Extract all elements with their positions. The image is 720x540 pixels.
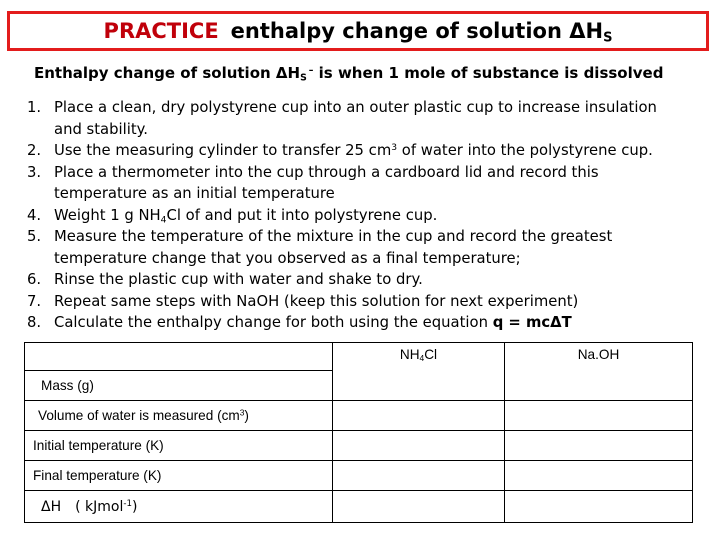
- table-header-row: [25, 343, 693, 371]
- step-number: 4.: [27, 206, 42, 224]
- row-label-unit-superscript: -1: [123, 498, 133, 509]
- column-header-naoh: Na.OH: [505, 343, 693, 401]
- row-label-volume: [25, 401, 333, 431]
- step-text: [54, 140, 716, 162]
- title-text: [230, 19, 613, 46]
- step-text: Place a thermometer into the cup through a cardboard lid and record this: [54, 163, 599, 181]
- table-row: [25, 431, 693, 461]
- step-text: Repeat same steps with NaOH (keep this solution for next experiment): [54, 292, 579, 310]
- table-cell-input[interactable]: [505, 431, 693, 461]
- step-item: [27, 205, 716, 227]
- table-cell-input[interactable]: [333, 431, 505, 461]
- step-text: [54, 205, 716, 227]
- table-cell-input[interactable]: [505, 491, 693, 523]
- row-label-superscript: 3: [239, 407, 245, 418]
- title-banner: [7, 11, 709, 51]
- table-row: [25, 491, 693, 523]
- procedure-steps: [0, 97, 716, 334]
- row-label-initial-temperature: Initial temperature (K): [25, 431, 333, 461]
- step-text-part: Cl of and put it into polystyrene cup.: [166, 206, 438, 224]
- title-practice-label: PRACTICE: [103, 19, 219, 43]
- definition-text-end: is when 1 mole of substance is dissolved: [313, 64, 664, 82]
- step-text: Measure the temperature of the mixture in the cup and record the greatest: [54, 228, 613, 245]
- step-text-part: Use the measuring cylinder to transfer 25 cm: [54, 142, 392, 159]
- step-superscript: 3: [391, 141, 398, 153]
- step-text-part: Calculate the enthalpy change for both using the equation: [54, 314, 493, 331]
- step-text: temperature as an initial temperature: [54, 185, 335, 202]
- step-number: 6.: [27, 271, 42, 288]
- row-label-final-temperature: Final temperature (K): [25, 461, 333, 491]
- column-header-text: Cl: [424, 347, 438, 362]
- row-label-text: Volume of water is measured (cm: [38, 408, 240, 423]
- table-row: [25, 401, 693, 431]
- row-label-unit: ): [132, 498, 138, 515]
- step-item: [27, 226, 716, 269]
- definition-line: [34, 64, 714, 82]
- column-header-nh4cl: [333, 343, 505, 401]
- step-text-part: of water into the polystyrene cup.: [397, 142, 653, 159]
- enthalpy-equation: q = mcΔT: [492, 314, 572, 331]
- step-text: [54, 312, 716, 334]
- step-text: and stability.: [54, 120, 148, 138]
- table-corner-cell: [25, 343, 333, 371]
- table-cell-input[interactable]: [333, 401, 505, 431]
- step-number: 8.: [27, 314, 42, 331]
- table-cell-input[interactable]: [505, 401, 693, 431]
- step-item: [27, 269, 716, 291]
- column-header-text: NH: [399, 347, 420, 362]
- step-number: 5.: [27, 228, 42, 245]
- definition-subscript: S: [300, 72, 307, 84]
- step-number: 7.: [27, 292, 42, 310]
- step-number: 2.: [27, 142, 42, 159]
- definition-superscript: –: [308, 64, 314, 76]
- title-subscript: S: [603, 30, 613, 46]
- row-label-mass: Mass (g): [25, 371, 333, 401]
- step-item: [27, 97, 716, 140]
- step-item: [27, 140, 716, 162]
- row-label-enthalpy: [25, 491, 333, 523]
- step-text: Place a clean, dry polystyrene cup into an outer plastic cup to increase insulation: [54, 99, 657, 116]
- table-cell-input[interactable]: [505, 461, 693, 491]
- step-text: temperature change that you observed as a final temperature;: [54, 249, 521, 267]
- table-cell-input[interactable]: [333, 461, 505, 491]
- step-item: [27, 291, 716, 313]
- table-cell-input[interactable]: [333, 491, 505, 523]
- column-header-subscript: 4: [419, 353, 425, 364]
- step-number: 3.: [27, 163, 42, 181]
- table-row: [25, 461, 693, 491]
- step-text: Rinse the plastic cup with water and shake to dry.: [54, 271, 423, 288]
- step-item: [27, 312, 716, 334]
- title-main: enthalpy change of solution ΔH: [230, 19, 604, 43]
- step-item: [27, 162, 716, 205]
- step-text-part: Weight 1 g NH: [54, 206, 161, 224]
- definition-text: Enthalpy change of solution ΔH: [34, 64, 301, 82]
- row-label-delta-h: ΔH: [41, 498, 62, 515]
- row-label-text: ): [244, 408, 249, 423]
- row-label-unit: ( kJmol: [75, 498, 124, 515]
- results-table: [24, 342, 693, 523]
- step-subscript: 4: [160, 213, 167, 225]
- step-number: 1.: [27, 99, 42, 116]
